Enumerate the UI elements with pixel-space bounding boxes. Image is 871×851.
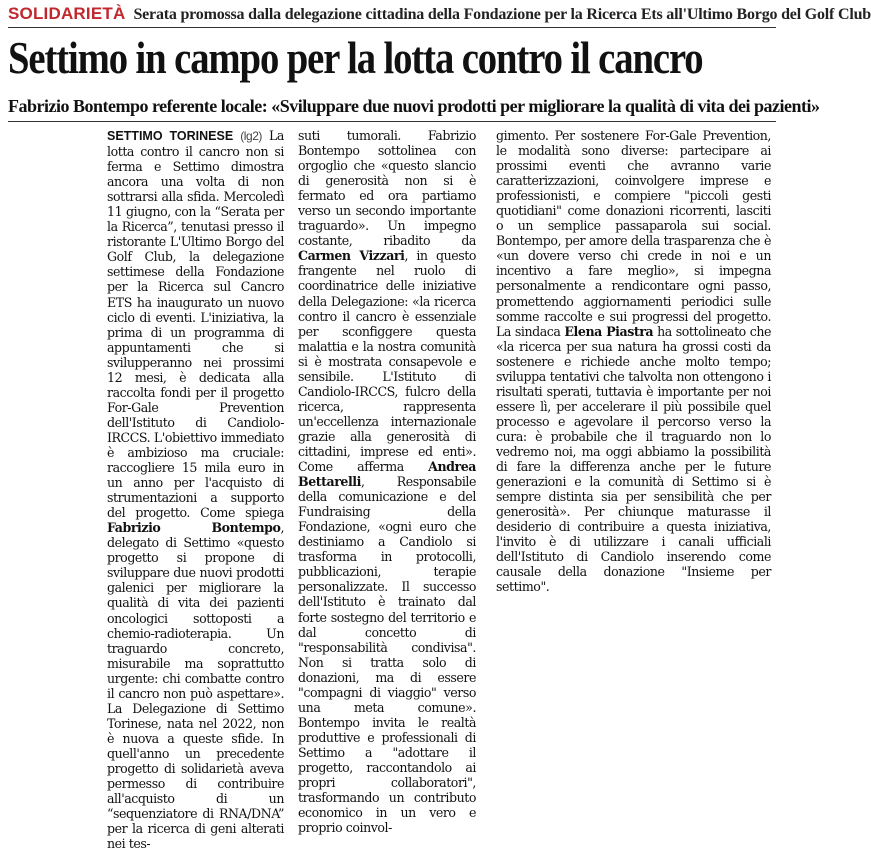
headline: Settimo in campo per la lotta contro il cancro [8,33,703,83]
body-text: La lotta contro il cancro non si ferma e Settimo dimostra ancora una volta di non sottrarsi alla sfida. Mercoledì 11 giugno, con la “Serata per la Ricerca”, tenutasi presso il ristorante L'Ultimo Borgo del Golf Club, la delegazione settimese della Fondazione per la Ricerca sul Cancro ETS ha inaugurato un nuovo ciclo di eventi. L'iniziativa, la prima di un programma di appuntamenti che si svilupperanno nei prossimi 12 mesi, è dedicata alla raccolta fondi per il progetto For-Gale Prevention dell'Istituto di Candiolo-IRCCS. L'obiettivo immediato è ambizioso ma cruciale: raccogliere 15 mila euro in un anno per l'acquisto di strumentazioni a supporto del progetto. Come spiega [107,128,284,521]
kicker-text: Serata promossa dalla delegazione cittadina della Fondazione per la Ricerca Ets all'Ultimo Borgo del Golf Club [133,6,871,23]
article-column-1 [107,128,284,851]
author-initials: (lg2) [240,129,262,143]
body-text: gimento. Per sostenere For-Gale Prevention, le modalità sono diverse: partecipare ai prossimi eventi che avranno varie caratterizzazioni, coinvolgere imprese e professionisti, e compiere "piccoli gesti quotidiani" come donazioni ricorrenti, lasciti o un semplice passaparola sui social. Bontempo, per amore della trasparenza che è «un dovere verso chi crede in noi e un incentivo a fare meglio», si impegna personalmente a rendicontare ogni passo, promettendo aggiornamenti periodici sulle somme raccolte e sui progressi del progetto. La sindaca [496,128,771,339]
subheadline: Fabrizio Bontempo referente locale: «Sviluppare due nuovi prodotti per migliorare la qualità di vita dei pazienti» [8,96,820,116]
dateline: SETTIMO TORINESE [107,129,234,143]
article-column-3 [488,128,771,746]
divider [8,121,776,122]
body-text: , Responsabile della comunicazione e del Fundraising della Fondazione, «ogni euro che destiniamo a Candiolo si trasforma in protocolli, pubblicazioni, terapie personalizzate. Il successo dell'Istituto è trainato dal forte sostegno del territorio e dal concetto di "responsabilità condivisa". Non si tratta solo di donazioni, ma di essere "compagni di viaggio" verso una meta comune». Bontempo invita le realtà produttive e professionali di Settimo a "adottare il progetto, raccontandolo ai propri collaboratori", trasformando un contributo economico in un vero e proprio coinvol- [298,474,476,836]
body-text: , delegato di Settimo «questo progetto si propone di sviluppare due nuovi prodotti galenici per migliorare la qualità di vita dei pazienti oncologici sottoposti a chemio-radioterapia. Un traguardo concreto, misurabile ma soprattutto urgente: chi combatte contro il cancro non può aspettare». La Delegazione di Settimo Torinese, nata nel 2022, non è nuova a queste sfide. In quell'anno un precedente progetto di solidarietà aveva permesso di contribuire all'acquisto di un “sequenziatore di RNA/DNA” per la ricerca di geni alterati nei tes- [107,520,284,851]
person-name: Fabrizio Bontempo [107,520,281,536]
person-name: Carmen Vizzari [298,248,405,264]
person-name: Elena Piastra [564,323,654,339]
person-name: Andrea Bettarelli [298,459,476,490]
kicker-line [8,4,871,26]
section-label: SOLIDARIETÀ [8,4,126,23]
body-text: suti tumorali. Fabrizio Bontempo sottolinea con orgoglio che «questo slancio di generosità non si è fermato ed ora partiamo verso un secondo importante traguardo». Un impegno costante, ribadito da [298,128,476,249]
body-text: ha sottolineato che «la ricerca per sua natura ha grossi costi da sostenere e richiede anche molto tempo; sviluppa tentativi che talvolta non ottengono i risultati sperati, tuttavia è importante per noi essere lì, per accelerare il più possibile quel processo e agevolare il percorso verso la cura: è probabile che il traguardo non lo vedremo noi, ma oggi abbiamo la possibilità di fare la differenza anche per le future generazioni e la comunità di Settimo si è sempre distinta sia per sensibilità che per generosità». Per chiunque maturasse il desiderio di contribuire a questa iniziativa, l'invito è di utilizzare i canali ufficiali dell'Istituto di Candiolo inserendo come causale della donazione "Insieme per settimo". [496,323,771,595]
divider [8,27,776,28]
body-text: , in questo frangente nel ruolo di coordinatrice delle iniziative della Delegazione: «la ricerca contro il cancro è essenziale per sconfiggere questa malattia e la nostra comunità si è mostrata consapevole e sensibile. L'Istituto di Candiolo-IRCCS, fulcro della ricerca, rappresenta un'eccellenza internazionale grazie alla generosità di cittadini, imprese ed enti». Come afferma [298,248,476,475]
article-column-2 [298,128,476,836]
